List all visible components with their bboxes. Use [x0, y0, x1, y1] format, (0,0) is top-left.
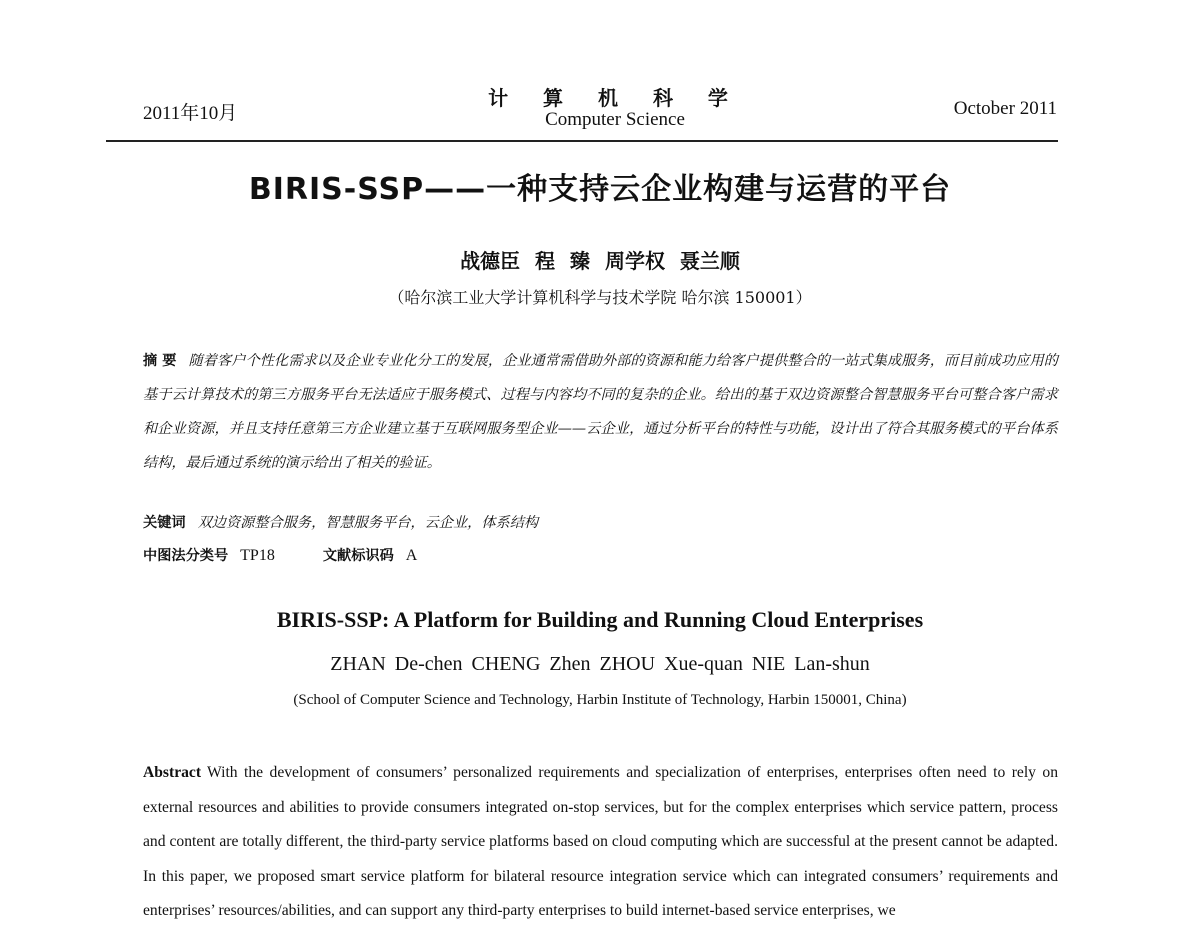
- abstract-cn: [143, 344, 1058, 480]
- journal-name-cn: 计 算 机 科 学: [488, 86, 742, 110]
- keywords-cn: [143, 512, 538, 532]
- abstract-label-en: Abstract: [143, 764, 202, 781]
- authors-en: ZHAN De-chen CHENG Zhen ZHOU Xue-quan NIE Lan-shun: [330, 653, 870, 675]
- doc-code-label: 文献标识码: [322, 548, 394, 564]
- abstract-text-cn: 随着客户个性化需求以及企业专业化分工的发展，企业通常需借助外部的资源和能力给客户提供整合的一站式集成服务，而目前成功应用的基于云计算技术的第三方服务平台无法适应于服务模式、过程与内容均不同的复杂的企业。给出的基于双边资源整合智慧服务平台可整合客户需求和企业资源，并且支持任意第三方企业建立基于互联网服务型企业——云企业，通过分析平台的特性与功能，设计出了符合其服务模式的平台体系结构，最后通过系统的演示给出了相关的验证。: [143, 353, 1058, 471]
- header-date-cn: 2011年10月: [143, 103, 238, 124]
- header-rule: [106, 140, 1058, 142]
- classification-line: [143, 545, 417, 565]
- abstract-en: [143, 756, 1058, 929]
- journal-name-en: Computer Science: [545, 109, 685, 130]
- keywords-text-cn: 双边资源整合服务，智慧服务平台，云企业，体系结构: [197, 515, 539, 531]
- header-journal: [450, 86, 780, 130]
- keywords-label-cn: 关键词: [143, 515, 186, 531]
- authors-cn: 战德臣 程 臻 周学权 聂兰顺: [460, 249, 740, 273]
- class-label: 中图法分类号: [143, 548, 229, 564]
- header-date-en: October 2011: [953, 98, 1057, 119]
- affiliation-cn: （哈尔滨工业大学计算机科学与技术学院 哈尔滨 150001）: [388, 288, 812, 307]
- title-cn: BIRIS-SSP——一种支持云企业构建与运营的平台: [248, 172, 952, 207]
- title-en: BIRIS-SSP: A Platform for Building and Running Cloud Enterprises: [276, 607, 924, 632]
- class-value: TP18: [240, 547, 275, 564]
- affiliation-en: (School of Computer Science and Technology, Harbin Institute of Technology, Harbin 150001, China): [293, 692, 907, 708]
- abstract-text-en: With the development of consumers’ personalized requirements and specialization of enterprises, enterprises often need to rely on external resources and abilities to provide consumers integrated on-stop services, but for the complex enterprises which service pattern, process and content are totally different, the third-party service platforms based on cloud computing which are successful at the present cannot be adapted. In this paper, we proposed smart service platform for bilateral resource integration service which can integrated consumers’ requirements and enterprises’ resources/abilities, and can support any third-party enterprises to build internet-based service enterprises, we: [143, 764, 1058, 919]
- abstract-label-cn: 摘 要: [143, 353, 177, 369]
- doc-code-value: A: [405, 547, 418, 564]
